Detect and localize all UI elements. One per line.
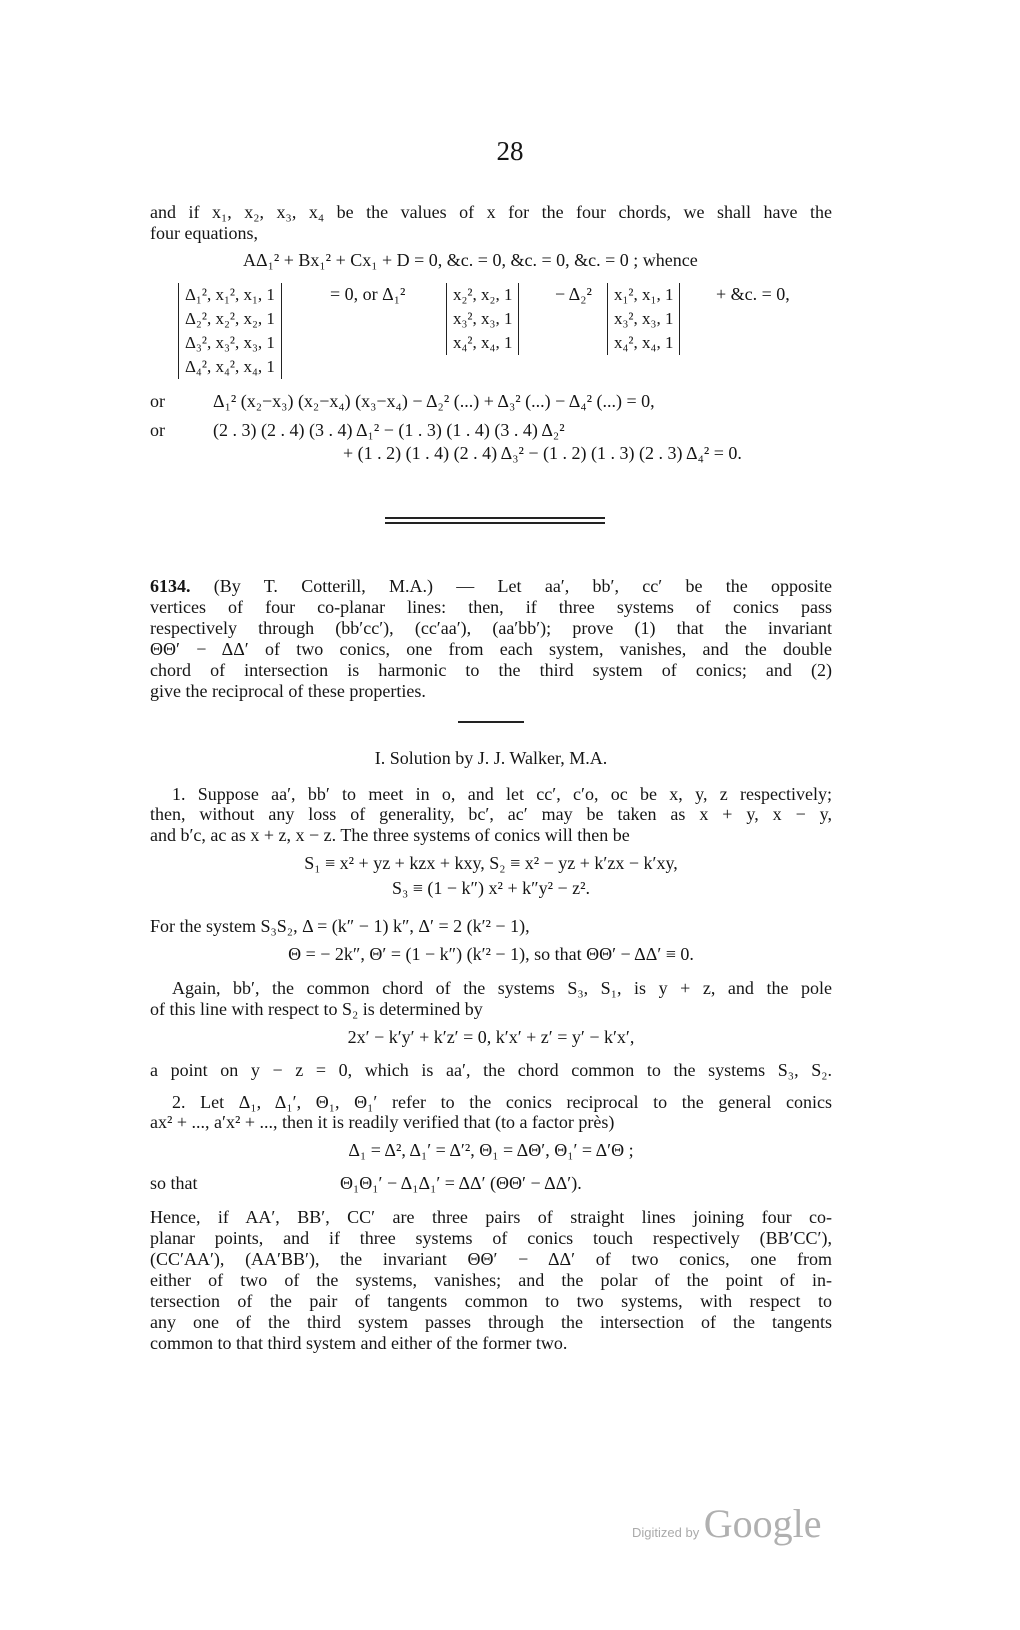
determinant-a bbox=[446, 283, 519, 355]
determinant-main bbox=[178, 283, 282, 379]
problem-line: respectively through (bb′cc′), (cc′aa′), (aa′bb′); prove (1) that the invariant bbox=[150, 618, 832, 638]
solution-line: and b′c, ac as x + z, x − z. The three systems of conics will then be bbox=[150, 825, 630, 845]
det-row: x₄², x₄, 1 bbox=[453, 333, 513, 352]
google-logo: Google bbox=[703, 1501, 822, 1546]
det-row: Δ₁², x₁², x₁, 1 bbox=[185, 285, 275, 304]
det-row: x₂², x₂, 1 bbox=[453, 285, 513, 304]
problem-text: (By T. Cotterill, M.A.) — Let aa′, bb′, cc′ be the opposite bbox=[213, 576, 833, 596]
solution-line: Hence, if AA′, BB′, CC′ are three pairs of straight lines joining four co- bbox=[150, 1207, 832, 1227]
solution-line: For the system S₃S₂, Δ = (k″ − 1) k″, Δ′ = 2 (k′² − 1), bbox=[150, 916, 530, 936]
intro-line: four equations, bbox=[150, 223, 258, 243]
solution-line: common to that third system and either of the former two. bbox=[150, 1333, 568, 1353]
solution-line: then, without any loss of generality, bc′, ac′ may be taken as x + y, x − y, bbox=[150, 804, 832, 824]
solution-line: ax² + ..., a′x² + ..., then it is readily verified that (to a factor près) bbox=[150, 1112, 615, 1132]
equation: AΔ₁² + Bx₁² + Cx₁ + D = 0, &c. = 0, &c. = 0, &c. = 0 ; whence bbox=[243, 250, 698, 270]
det-row: x₃², x₃, 1 bbox=[453, 309, 513, 328]
solution-line: any one of the third system passes through the intersection of the tangents bbox=[150, 1312, 832, 1332]
equation: (2 . 3) (2 . 4) (3 . 4) Δ₁² − (1 . 3) (1 . 4) (3 . 4) Δ₂² bbox=[213, 420, 565, 440]
equation-tail: + &c. = 0, bbox=[716, 284, 790, 304]
problem-line: give the reciprocal of these properties. bbox=[150, 681, 426, 701]
det-row: Δ₂², x₂², x₂, 1 bbox=[185, 309, 275, 328]
or-label: or bbox=[150, 420, 165, 440]
equation: S₃ ≡ (1 − k″) x² + k″y² − z². bbox=[391, 878, 591, 898]
solution-line: either of two of the systems, vanishes; and the polar of the point of in- bbox=[150, 1270, 832, 1290]
equation: 2x′ − k′y′ + k′z′ = 0, k′x′ + z′ = y′ − k′x′, bbox=[347, 1027, 635, 1047]
short-rule bbox=[458, 721, 524, 723]
equation: Θ = − 2k″, Θ′ = (1 − k″) (k′² − 1), so that ΘΘ′ − ΔΔ′ ≡ 0. bbox=[288, 944, 694, 964]
double-rule-top bbox=[385, 517, 605, 519]
problem-line: vertices of four co-planar lines: then, if three systems of conics pass bbox=[150, 597, 832, 617]
equation: + (1 . 2) (1 . 4) (2 . 4) Δ₃² − (1 . 2) (1 . 3) (2 . 3) Δ₄² = 0. bbox=[343, 443, 742, 463]
solution-line: planar points, and if three systems of conics touch respectively (BB′CC′), bbox=[150, 1228, 832, 1248]
det-row: x₁², x₁, 1 bbox=[614, 285, 674, 304]
solution-line: 2. Let Δ₁, Δ₁′, Θ₁, Θ₁′ refer to the conics reciprocal to the general conics bbox=[172, 1092, 832, 1112]
page-number: 28 bbox=[496, 136, 524, 166]
equation: S₁ ≡ x² + yz + kzx + kxy, S₂ ≡ x² − yz + k′zx − k′xy, bbox=[304, 853, 678, 873]
or-label: or bbox=[150, 391, 165, 411]
det-row: Δ₃², x₃², x₃, 1 bbox=[185, 333, 275, 352]
det-row: Δ₄², x₄², x₄, 1 bbox=[185, 357, 275, 376]
determinant-b bbox=[607, 283, 680, 355]
problem-line: chord of intersection is harmonic to the third system of conics; and (2) bbox=[150, 660, 832, 680]
google-watermark bbox=[632, 1500, 821, 1547]
solution-line: Again, bb′, the common chord of the systems S₃, S₁, is y + z, and the pole bbox=[172, 978, 832, 998]
equation: Θ₁Θ₁′ − Δ₁Δ₁′ = ΔΔ′ (ΘΘ′ − ΔΔ′). bbox=[340, 1173, 582, 1193]
problem-number: 6134. bbox=[150, 576, 191, 596]
watermark-prefix: Digitized by bbox=[632, 1525, 700, 1540]
intro-line: and if x₁, x₂, x₃, x₄ be the values of x for the four chords, we shall have the bbox=[150, 202, 832, 222]
equation: Δ₁ = Δ², Δ₁′ = Δ′², Θ₁ = ΔΘ′, Θ₁′ = Δ′Θ ; bbox=[348, 1140, 634, 1160]
det-row: x₃², x₃, 1 bbox=[614, 309, 674, 328]
solution-line: of this line with respect to S₂ is determined by bbox=[150, 999, 483, 1019]
problem-line bbox=[150, 576, 832, 597]
equation: Δ₁² (x₂−x₃) (x₂−x₄) (x₃−x₄) − Δ₂² (...) + Δ₃² (...) − Δ₄² (...) = 0, bbox=[213, 391, 655, 411]
solution-line: tersection of the pair of tangents common to two systems, with respect to bbox=[150, 1291, 832, 1311]
equation-mid: = 0, or Δ₁² bbox=[330, 284, 406, 304]
problem-line: ΘΘ′ − ΔΔ′ of two conics, one from each system, vanishes, and the double bbox=[150, 639, 832, 659]
solution-line: a point on y − z = 0, which is aa′, the chord common to the systems S₃, S₂. bbox=[150, 1060, 832, 1080]
det-row: x₄², x₄, 1 bbox=[614, 333, 674, 352]
equation-minus: − Δ₂² bbox=[555, 284, 592, 304]
solution-line: 1. Suppose aa′, bb′ to meet in o, and let cc′, c′o, oc be x, y, z respectively; bbox=[172, 784, 832, 804]
so-that-label: so that bbox=[150, 1173, 198, 1193]
solution-line: (CC′AA′), (AA′BB′), the invariant ΘΘ′ − ΔΔ′ of two conics, one from bbox=[150, 1249, 832, 1269]
double-rule-bottom bbox=[385, 522, 605, 524]
solution-heading: I. Solution by J. J. Walker, M.A. bbox=[374, 748, 608, 768]
